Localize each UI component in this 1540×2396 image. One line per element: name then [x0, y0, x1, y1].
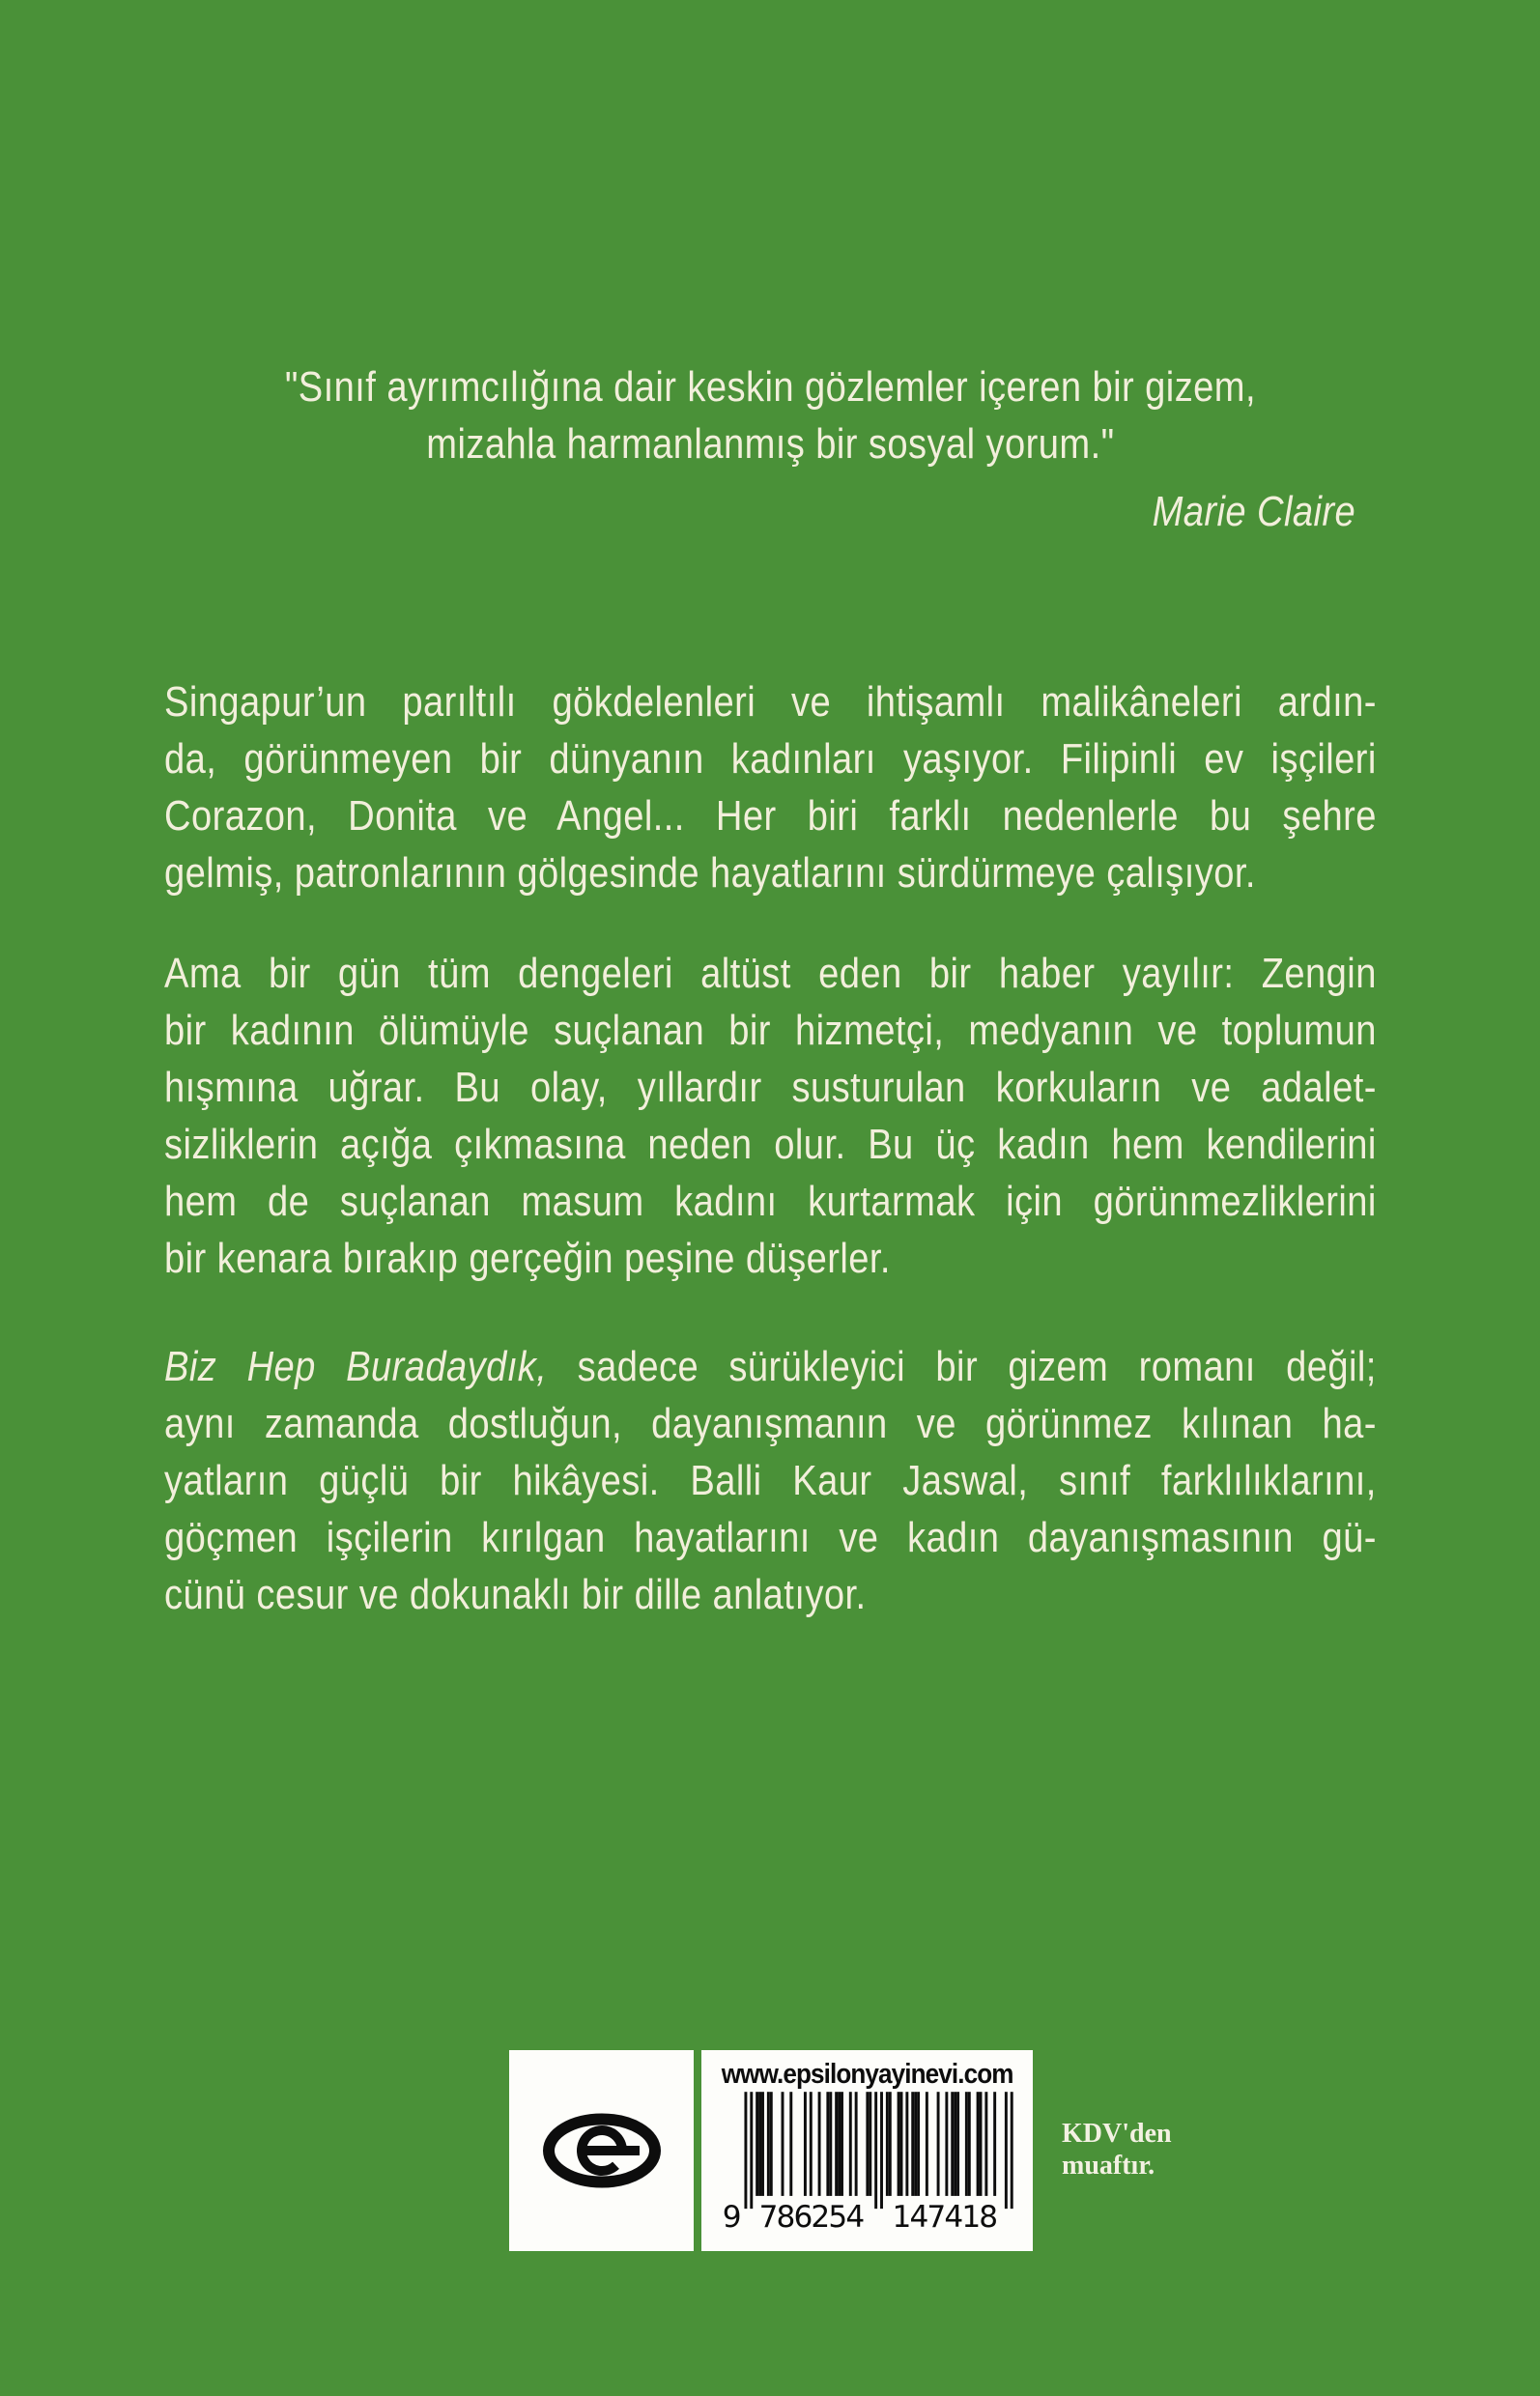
quote-attribution: Marie Claire [1152, 488, 1356, 535]
synopsis-paragraph-3 [164, 1338, 1377, 1623]
svg-text:786254: 786254 [758, 2200, 865, 2231]
svg-text:9: 9 [722, 2200, 742, 2231]
publisher-website: www.epsilonyayinevi.com [721, 2059, 1013, 2090]
svg-text:147418: 147418 [892, 2200, 998, 2231]
ean13-barcode [719, 2092, 1016, 2231]
review-quote [164, 358, 1377, 540]
synopsis-line: Ama bir gün tüm dengeleri altüst eden bir haber yayılır: Zengin [164, 950, 1377, 997]
tax-note-line: muaftır. [1062, 2151, 1155, 2181]
tax-note-line: KDV'den [1062, 2119, 1172, 2149]
synopsis-line: göçmen işçilerin kırılgan hayatlarını ve kadın dayanışmasının gü- [164, 1514, 1377, 1561]
synopsis-line: gelmiş, patronlarının gölgesinde hayatlarını sürdürmeye çalışıyor. [164, 849, 1256, 897]
synopsis-line: bir kenara bırakıp gerçeğin peşine düşerler. [164, 1235, 891, 1282]
synopsis-line-rest: sadece sürükleyici bir gizem romanı değil; [547, 1343, 1377, 1390]
synopsis-line: Singapur’un parıltılı gökdelenleri ve ihtişamlı malikâneleri ardın- [164, 678, 1377, 726]
book-title-italic: Biz Hep Buradaydık, [164, 1343, 548, 1390]
synopsis-line: yatların güçlü bir hikâyesi. Balli Kaur Jaswal, sınıf farklılıklarını, [164, 1457, 1377, 1504]
publisher-logo-box [509, 2050, 694, 2251]
tax-exemption-note [1062, 2118, 1172, 2182]
synopsis-line [164, 1338, 1377, 1395]
synopsis-line: da, görünmeyen bir dünyanın kadınları yaşıyor. Filipinli ev işçileri [164, 735, 1377, 783]
synopsis-line: cünü cesur ve dokunaklı bir dille anlatıyor. [164, 1571, 867, 1618]
quote-line-2: mizahla harmanlanmış bir sosyal yorum." [426, 420, 1115, 468]
synopsis-line: bir kadının ölümüyle suçlanan bir hizmetçi, medyanın ve toplumun [164, 1007, 1377, 1054]
synopsis-paragraph-1 [164, 673, 1377, 901]
synopsis-line: hem de suçlanan masum kadını kurtarmak için görünmezliklerini [164, 1178, 1377, 1225]
epsilon-logo-icon [540, 2110, 664, 2191]
synopsis-line: sizliklerin açığa çıkmasına neden olur. Bu üç kadın hem kendilerini [164, 1121, 1377, 1168]
synopsis-line: aynı zamanda dostluğun, dayanışmanın ve görünmez kılınan ha- [164, 1400, 1377, 1447]
synopsis-paragraph-2 [164, 945, 1377, 1287]
quote-line-1: "Sınıf ayrımcılığına dair keskin gözlemler içeren bir gizem, [284, 363, 1256, 411]
synopsis-line: hışmına uğrar. Bu olay, yıllardır susturulan korkuların ve adalet- [164, 1064, 1377, 1111]
isbn-barcode-box [701, 2050, 1033, 2251]
synopsis-line: Corazon, Donita ve Angel... Her biri farklı nedenlerle bu şehre [164, 792, 1377, 840]
